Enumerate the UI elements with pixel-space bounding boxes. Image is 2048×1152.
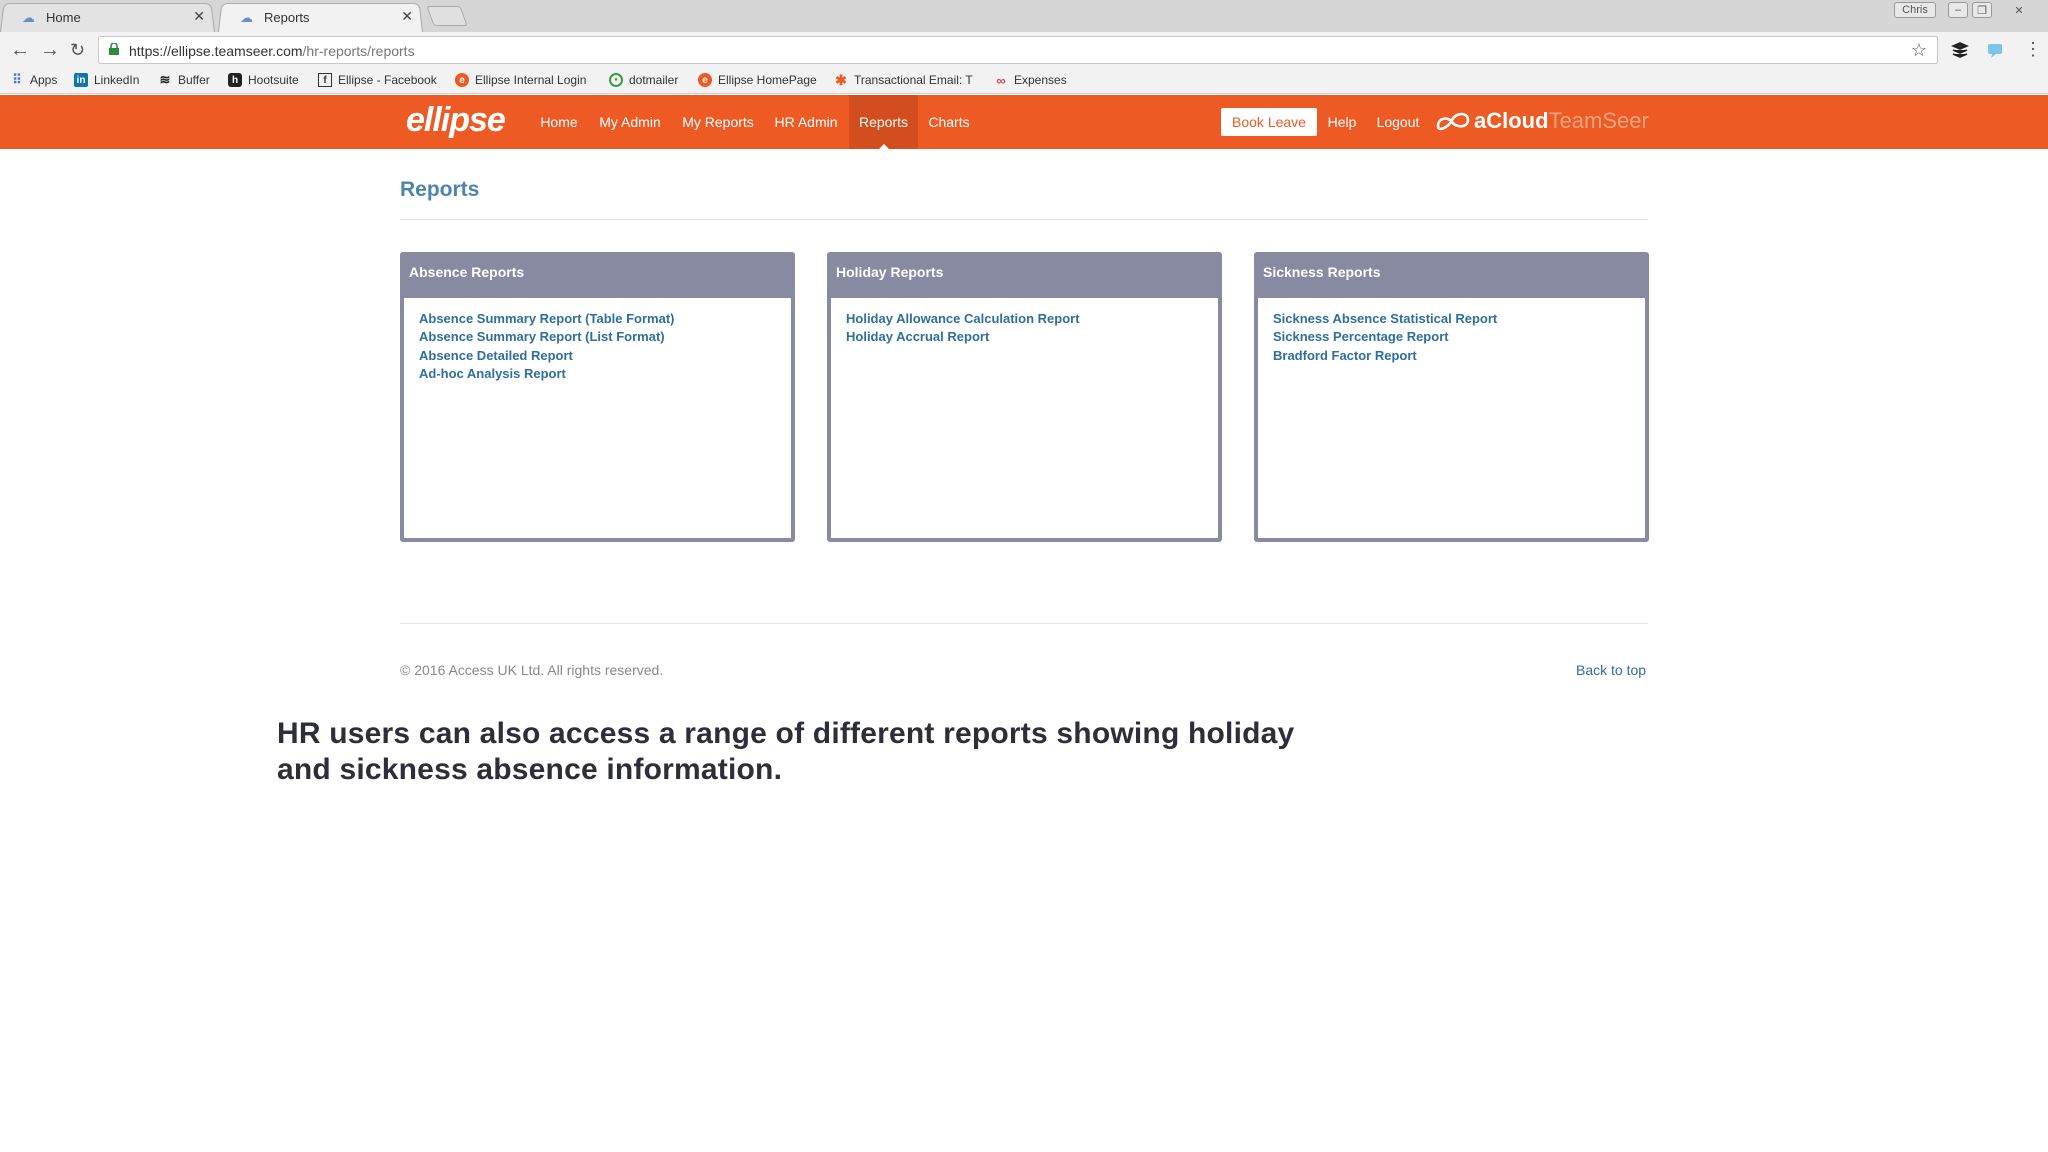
close-window-button[interactable]: ✕ [2014,4,2024,17]
tab-home[interactable] [0,2,215,32]
page-title: Reports [400,178,480,201]
restore-button[interactable]: ❐ [1972,2,1992,18]
report-link[interactable]: Sickness Percentage Report [1273,329,1449,345]
bookmark-expenses[interactable] [994,73,1067,87]
address-bar[interactable] [98,36,1938,64]
divider [400,219,1648,220]
chat-extension-icon[interactable] [1986,41,2004,59]
bookmark-buffer[interactable] [158,73,210,87]
report-link[interactable]: Holiday Allowance Calculation Report [846,311,1080,326]
panel-title: Absence Reports [409,264,525,280]
nav-reports[interactable]: Reports [849,95,918,149]
bookmark-star-icon[interactable]: ☆ [1910,40,1927,60]
panel-title: Holiday Reports [836,264,944,280]
copyright-text: © 2016 Access UK Ltd. All rights reserved. [400,662,664,678]
panel-body [1258,298,1645,538]
bookmark-label: LinkedIn [94,73,140,87]
reload-icon[interactable]: ↻ [70,40,86,60]
buffer-extension-icon[interactable] [1951,41,1969,59]
nav-my-reports[interactable]: My Reports [682,114,754,130]
footer-divider [400,623,1648,624]
panel-body [404,298,791,538]
panel-holiday-reports [827,252,1222,542]
linkedin-icon: in [74,73,88,87]
ellipse-logo[interactable]: ellipse [406,101,505,139]
back-to-top-link[interactable]: Back to top [1576,662,1647,678]
url-text [129,43,415,59]
bookmark-label: dotmailer [629,73,679,87]
app-header [0,95,2048,149]
brand-teamseer: TeamSeer [1548,108,1649,133]
bookmark-label: Transactional Email: T [854,73,973,87]
url-host: https://ellipse.teamseer.com [129,43,303,59]
video-caption [277,716,1377,788]
back-arrow-icon[interactable]: ← [10,39,30,61]
cloud-icon: ☁ [240,10,253,25]
bookmark-label: Expenses [1014,73,1067,87]
report-link[interactable]: Bradford Factor Report [1273,347,1417,363]
cloud-icon: ∞ [996,72,1006,88]
browser-tab-strip [0,0,2048,32]
minimize-button[interactable]: – [1948,2,1968,18]
report-link[interactable]: Holiday Accrual Report [846,329,990,345]
logout-link[interactable]: Logout [1376,114,1420,130]
new-tab-button[interactable] [426,6,467,26]
panel-sickness-reports [1254,252,1649,542]
cloud-icon: ☁ [22,10,35,25]
report-link[interactable]: Absence Detailed Report [419,347,573,363]
bookmark-hootsuite[interactable] [228,73,299,87]
brand-acloud: aCloud [1474,108,1549,133]
tab-label: Home [46,9,81,25]
bookmark-label: Ellipse HomePage [718,73,817,87]
report-link[interactable]: Sickness Absence Statistical Report [1273,311,1498,326]
hootsuite-icon: h [228,73,242,87]
ellipse-icon: e [455,73,469,87]
browser-toolbar [0,32,2048,68]
panel-body [831,298,1218,538]
close-icon[interactable]: ✕ [193,8,205,24]
ellipse-icon: e [698,73,712,87]
facebook-icon: f [318,73,332,87]
url-path: /hr-reports/reports [302,43,415,59]
nav-hr-admin[interactable]: HR Admin [774,114,838,130]
nav-charts[interactable]: Charts [928,114,970,130]
caption-line: HR users can also access a range of different reports showing holiday [277,717,1295,750]
bookmark-label: Ellipse - Facebook [338,73,437,87]
panel-absence-reports [400,252,795,542]
bookmark-ellipse-facebook[interactable] [318,73,437,87]
bookmark-label: Hootsuite [248,73,299,87]
caption-line: and sickness absence information. [277,753,783,786]
report-link[interactable]: Absence Summary Report (List Format) [419,329,665,345]
nav-home[interactable]: Home [540,114,578,130]
bookmark-apps[interactable] [10,73,57,87]
tab-label: Reports [264,9,310,25]
help-link[interactable]: Help [1327,114,1357,130]
bookmark-linkedin[interactable] [74,73,139,87]
cloud-logo-icon [1434,108,1474,134]
tab-reports[interactable] [218,2,423,32]
dotmailer-icon: ● [609,73,623,87]
buffer-icon: ≋ [159,72,171,87]
bookmark-label: Apps [30,73,58,87]
panel-title: Sickness Reports [1263,264,1381,280]
close-icon[interactable]: ✕ [401,8,413,24]
bookmark-ellipse-homepage[interactable] [698,73,817,87]
nav-my-admin[interactable]: My Admin [599,114,661,130]
acloud-teamseer-logo [1434,108,1649,134]
bookmark-transactional-email[interactable] [834,73,973,87]
menu-kebab-icon[interactable]: ⋮ [2024,39,2042,59]
bookmark-label: Buffer [178,73,210,87]
apps-grid-icon: ⠿ [12,72,22,87]
bookmark-dotmailer[interactable] [609,73,678,87]
bookmark-ellipse-internal-login[interactable] [455,73,586,87]
bookmark-label: Ellipse Internal Login [475,73,587,87]
lock-icon [109,43,119,55]
mandrill-icon: ✱ [835,71,847,88]
book-leave-button[interactable]: Book Leave [1221,108,1317,136]
report-link[interactable]: Absence Summary Report (Table Format) [419,311,675,326]
profile-button[interactable]: Chris [1894,2,1936,18]
report-link[interactable]: Ad-hoc Analysis Report [419,365,566,381]
bookmarks-bar [0,68,2048,94]
forward-arrow-icon[interactable]: → [40,39,60,61]
